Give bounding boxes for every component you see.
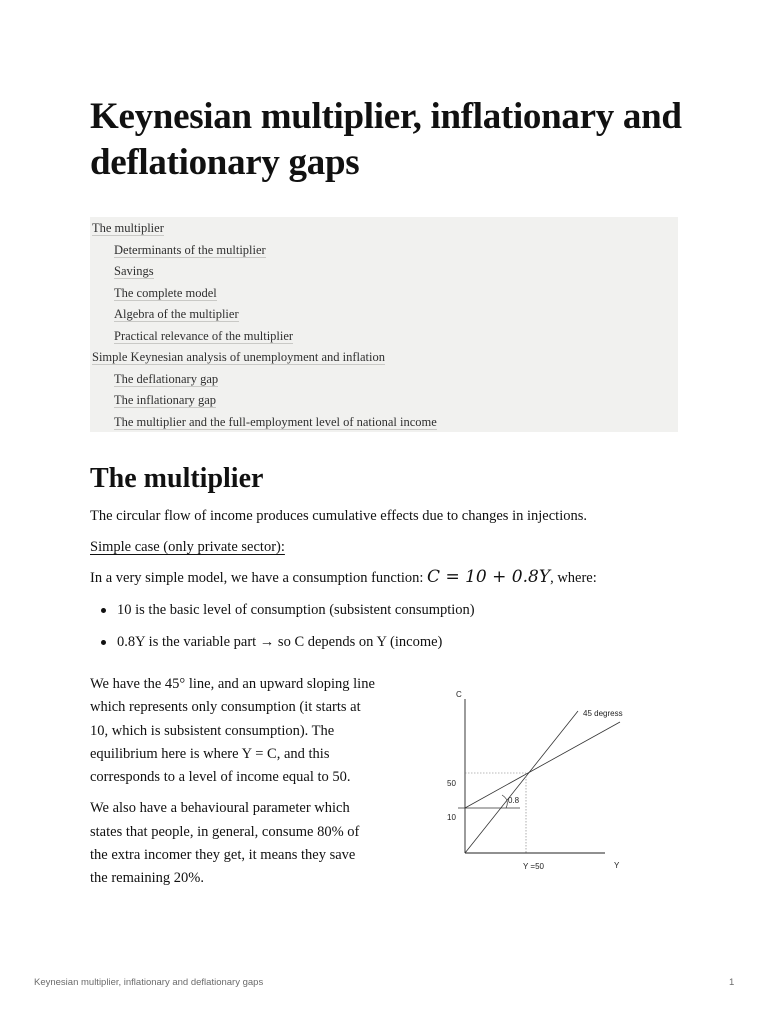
model-prefix: In a very simple model, we have a consumption function: bbox=[90, 570, 428, 586]
bullet-dot-icon bbox=[101, 640, 106, 645]
simple-case-label: Simple case (only private sector): bbox=[90, 539, 285, 555]
toc-link[interactable]: Algebra of the multiplier bbox=[114, 307, 239, 321]
page-title: Keynesian multiplier, inflationary and deflationary gaps bbox=[90, 96, 682, 183]
slope-label: 0.8 bbox=[508, 796, 520, 805]
y-axis-label: C bbox=[456, 690, 462, 699]
toc-link[interactable]: Practical relevance of the multiplier bbox=[114, 328, 294, 343]
bullet-list bbox=[90, 600, 475, 664]
toc-link[interactable]: Determinants of the multiplier bbox=[114, 242, 266, 257]
toc-link[interactable]: The multiplier bbox=[92, 221, 164, 235]
line-label-45: 45 degress bbox=[583, 709, 623, 718]
paragraph-behavioural: We also have a behavioural parameter which states that people, in general, consume 80% of the extra incomer they get, it means they save the remaining 20%. bbox=[90, 800, 360, 887]
table-of-contents bbox=[90, 217, 678, 432]
consumption-formula: C = 10 + 0.8Y bbox=[427, 567, 551, 587]
toc-link[interactable]: The multiplier and the full-employment level of national income bbox=[114, 414, 437, 429]
paragraph-45-line: We have the 45° line, and an upward sloping line which represents only consumption (it starts at 10, which is subsistent consumption). The equilibrium here is where Y = C, and this corresponds to a level of income equal to 50. bbox=[90, 676, 375, 786]
consumption-line bbox=[465, 722, 620, 808]
page-number: 1 bbox=[729, 977, 735, 988]
model-sentence bbox=[90, 567, 597, 588]
list-item: 0.8Y is the variable part → so C depends on Y (income) bbox=[90, 632, 475, 664]
section-heading: The multiplier bbox=[90, 463, 264, 494]
tick-label-50: 50 bbox=[447, 779, 456, 788]
explanation-column bbox=[90, 673, 375, 899]
x-axis-label: Y bbox=[614, 861, 620, 870]
toc-link[interactable]: The inflationary gap bbox=[114, 393, 217, 407]
bullet-dot-icon bbox=[101, 608, 106, 613]
model-suffix: , where: bbox=[550, 570, 597, 586]
45-degree-line bbox=[465, 711, 578, 853]
toc-link[interactable]: The complete model bbox=[114, 285, 217, 300]
toc-link[interactable]: The deflationary gap bbox=[114, 371, 219, 386]
toc-link[interactable]: Simple Keynesian analysis of unemployment and inflation bbox=[92, 350, 385, 364]
x-tick-label: Y =50 bbox=[523, 862, 544, 871]
tick-label-10: 10 bbox=[447, 813, 456, 822]
footer-title: Keynesian multiplier, inflationary and deflationary gaps bbox=[34, 977, 264, 988]
intro-paragraph: The circular flow of income produces cumulative effects due to changes in injections. bbox=[90, 508, 587, 524]
consumption-diagram bbox=[440, 685, 640, 875]
toc-link[interactable]: Savings bbox=[114, 264, 154, 278]
list-item: 10 is the basic level of consumption (subsistent consumption) bbox=[90, 600, 475, 632]
